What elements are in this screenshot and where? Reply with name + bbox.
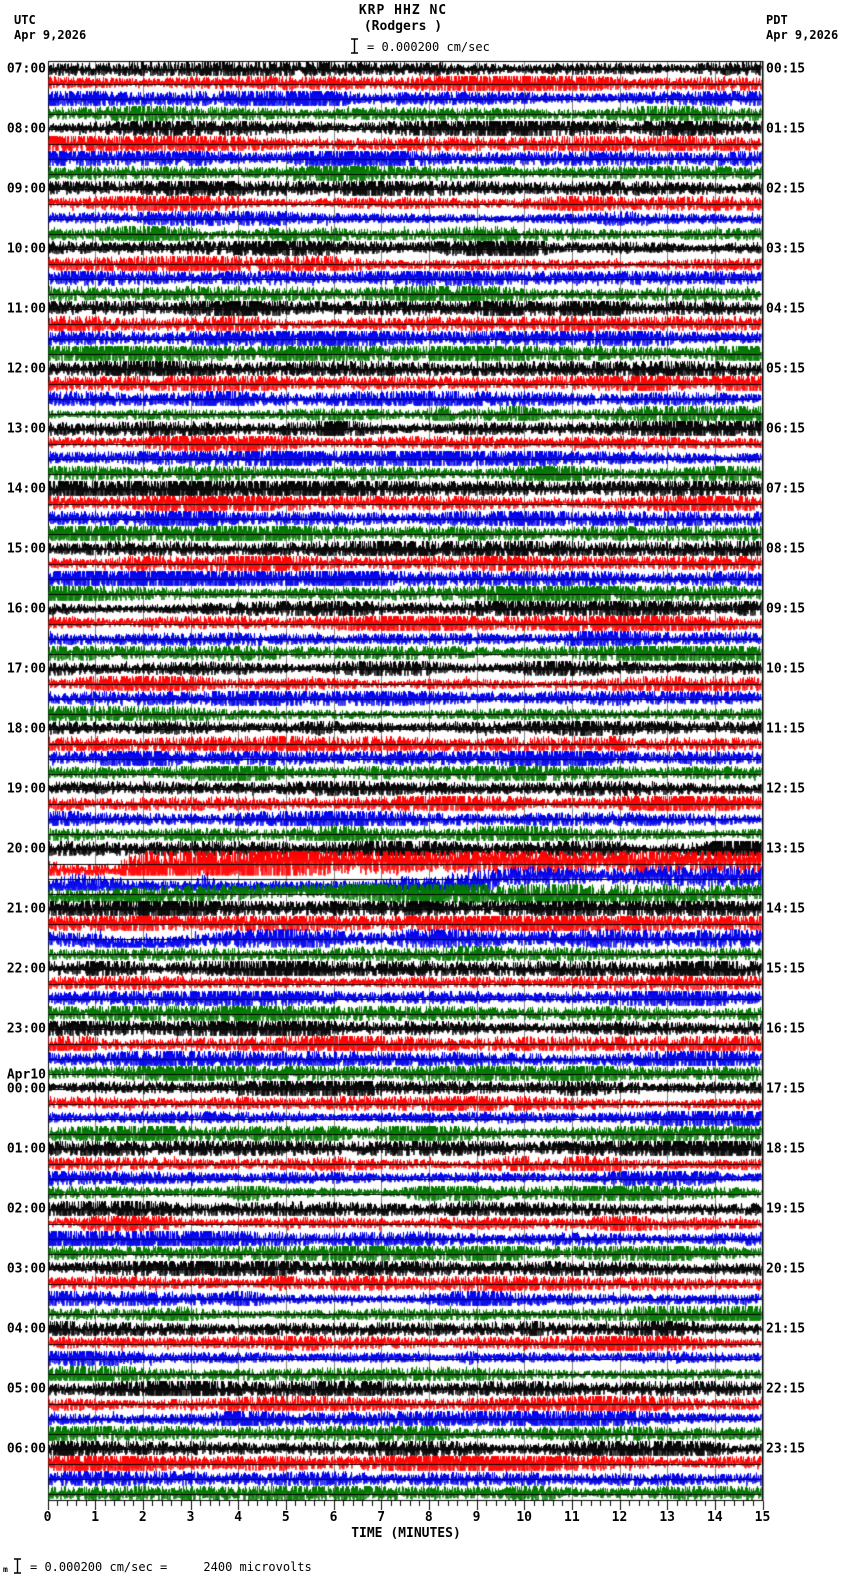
station-title: KRP HHZ NC <box>358 3 448 18</box>
utc-hour-label: 10:00 <box>6 241 46 256</box>
utc-hour-label: 04:00 <box>6 1321 46 1336</box>
utc-hour-label: 12:00 <box>6 361 46 376</box>
scale-bar-icon <box>350 38 359 54</box>
pdt-hour-label: 03:15 <box>766 241 806 256</box>
utc-hour-label: 13:00 <box>6 421 46 436</box>
utc-hour-label: 09:00 <box>6 181 46 196</box>
pdt-hour-label: 17:15 <box>766 1081 806 1096</box>
date-right: Apr 9,2026 <box>766 28 839 42</box>
utc-hour-label: 03:00 <box>6 1261 46 1276</box>
utc-timezone-label: UTC <box>14 13 36 27</box>
utc-hour-label: 19:00 <box>6 781 46 796</box>
pdt-hour-label: 20:15 <box>766 1261 806 1276</box>
pdt-hour-label: 01:15 <box>766 121 806 136</box>
x-tick-label: 3 <box>186 1510 195 1525</box>
pdt-hour-label: 23:15 <box>766 1441 806 1456</box>
footer-scale-subscript: m <box>3 1565 8 1574</box>
footer-scale-bar-icon <box>13 1558 22 1574</box>
x-tick-label: 11 <box>564 1510 580 1525</box>
station-subtitle: (Rodgers ) <box>363 19 443 34</box>
pdt-hour-label: 15:15 <box>766 961 806 976</box>
pdt-hour-label: 18:15 <box>766 1141 806 1156</box>
pdt-hour-label: 21:15 <box>766 1321 806 1336</box>
utc-hour-label: 20:00 <box>6 841 46 856</box>
utc-hour-label: 11:00 <box>6 301 46 316</box>
x-tick-label: 7 <box>377 1510 386 1525</box>
pdt-hour-label: 16:15 <box>766 1021 806 1036</box>
pdt-timezone-label: PDT <box>766 13 788 27</box>
pdt-hour-label: 10:15 <box>766 661 806 676</box>
pdt-hour-label: 05:15 <box>766 361 806 376</box>
utc-hour-label: 22:00 <box>6 961 46 976</box>
x-tick-label: 9 <box>472 1510 481 1525</box>
utc-hour-label: 18:00 <box>6 721 46 736</box>
utc-hour-label: 00:00 <box>6 1081 46 1096</box>
utc-hour-label: 16:00 <box>6 601 46 616</box>
x-tick-label: 13 <box>659 1510 675 1525</box>
date-left: Apr 9,2026 <box>14 28 87 42</box>
x-tick-label: 4 <box>234 1510 243 1525</box>
utc-hour-label: 01:00 <box>6 1141 46 1156</box>
pdt-hour-label: 06:15 <box>766 421 806 436</box>
x-tick-label: 15 <box>754 1510 771 1525</box>
pdt-hour-label: 11:15 <box>766 721 806 736</box>
x-tick-label: 6 <box>329 1510 338 1525</box>
x-axis-title: TIME (MINUTES) <box>351 1526 461 1541</box>
utc-hour-label: 08:00 <box>6 121 46 136</box>
utc-hour-label: 15:00 <box>6 541 46 556</box>
x-tick-label: 5 <box>281 1510 290 1525</box>
pdt-hour-label: 07:15 <box>766 481 806 496</box>
x-tick-label: 2 <box>138 1510 147 1525</box>
pdt-hour-label: 08:15 <box>766 541 806 556</box>
pdt-hour-label: 00:15 <box>766 61 806 76</box>
utc-hour-label: 21:00 <box>6 901 46 916</box>
pdt-hour-label: 04:15 <box>766 301 806 316</box>
x-tick-label: 14 <box>707 1510 723 1525</box>
pdt-hour-label: 22:15 <box>766 1381 806 1396</box>
utc-hour-label: 14:00 <box>6 481 46 496</box>
x-tick-label: 12 <box>611 1510 628 1525</box>
x-tick-label: 1 <box>91 1510 100 1525</box>
utc-hour-label: 07:00 <box>6 61 46 76</box>
pdt-hour-label: 14:15 <box>766 901 806 916</box>
x-tick-label: 10 <box>516 1510 532 1525</box>
pdt-hour-label: 09:15 <box>766 601 806 616</box>
utc-hour-label: 06:00 <box>6 1441 46 1456</box>
utc-hour-label: 05:00 <box>6 1381 46 1396</box>
second-day-date-label: Apr10 <box>6 1067 46 1082</box>
x-tick-label: 8 <box>424 1510 433 1525</box>
footer-scale-note: = 0.000200 cm/sec = 2400 microvolts <box>30 1560 312 1574</box>
utc-hour-label: 23:00 <box>6 1021 46 1036</box>
utc-hour-label: 02:00 <box>6 1201 46 1216</box>
pdt-hour-label: 19:15 <box>766 1201 806 1216</box>
x-tick-label: 0 <box>43 1510 52 1525</box>
utc-hour-label: 17:00 <box>6 661 46 676</box>
pdt-hour-label: 13:15 <box>766 841 806 856</box>
pdt-hour-label: 12:15 <box>766 781 806 796</box>
scale-text: = 0.000200 cm/sec <box>367 40 490 54</box>
pdt-hour-label: 02:15 <box>766 181 806 196</box>
